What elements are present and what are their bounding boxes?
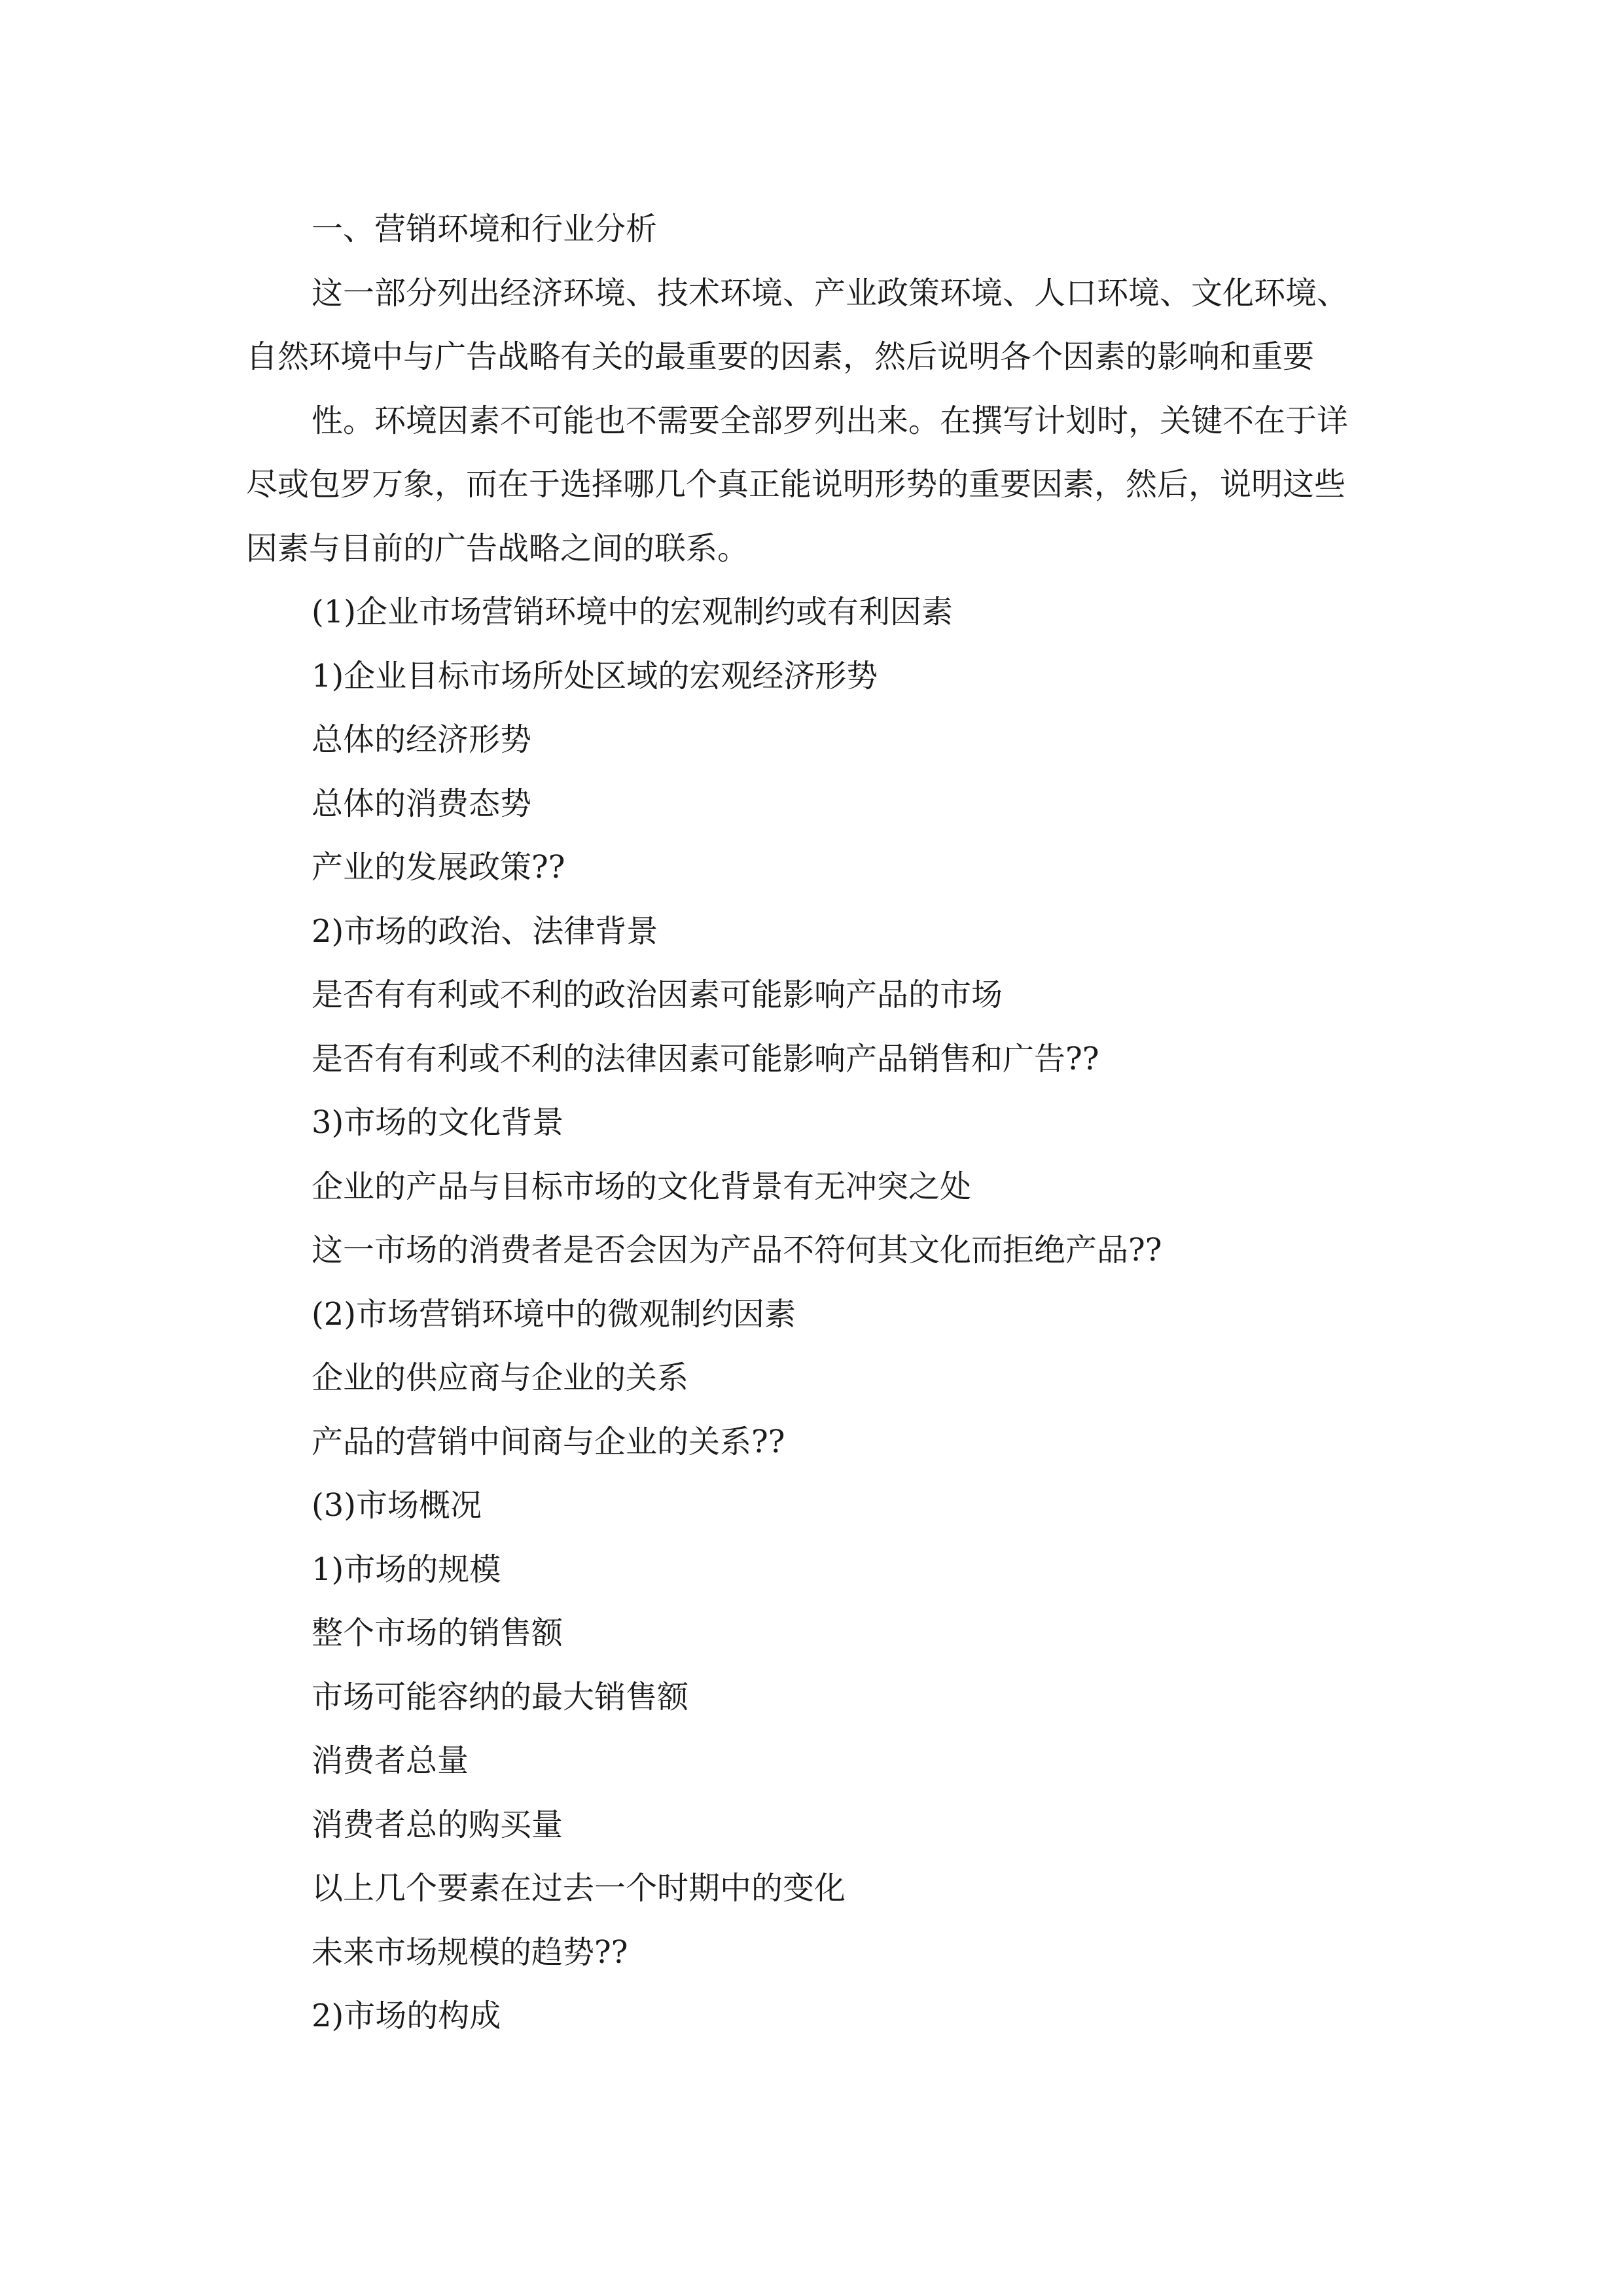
list-item: 企业的产品与目标市场的文化背景有无冲突之处: [312, 1168, 972, 1205]
list-item: 消费者总的购买量: [312, 1806, 563, 1843]
list-item: 产业的发展政策??: [312, 849, 565, 886]
subsection-heading: (2)市场营销环境中的微观制约因素: [312, 1295, 796, 1333]
list-item: 总体的消费态势: [312, 785, 532, 822]
document-body: [246, 198, 1411, 2049]
list-item: 企业的供应商与企业的关系: [312, 1359, 689, 1396]
list-heading: 1)市场的规模: [312, 1551, 501, 1588]
list-heading: 2)市场的构成: [312, 1998, 501, 2034]
subsection-heading: (1)企业市场营销环境中的宏观制约或有利因素: [312, 594, 953, 630]
paragraph-line: 这一部分列出经济环境、技术环境、产业政策环境、人口环境、文化环境、: [312, 274, 1349, 312]
list-heading: 2)市场的政治、法律背景: [312, 912, 658, 950]
list-item: 这一市场的消费者是否会因为产品不符何其文化而拒绝产品??: [312, 1232, 1162, 1268]
subsection-heading: (3)市场概况: [312, 1487, 482, 1524]
list-heading: 1)企业目标市场所处区域的宏观经济形势: [312, 657, 878, 694]
list-item: 以上几个要素在过去一个时期中的变化: [312, 1870, 846, 1907]
paragraph-line: 因素与目前的广告战略之间的联系。: [246, 529, 749, 567]
list-item: 总体的经济形势: [312, 721, 532, 758]
list-item: 整个市场的销售额: [312, 1615, 563, 1651]
list-item: 市场可能容纳的最大销售额: [312, 1678, 689, 1715]
paragraph-line: 性。环境因素不可能也不需要全部罗列出来。在撰写计划时，关键不在于详: [312, 402, 1349, 439]
list-item: 是否有有利或不利的法律因素可能影响产品销售和广告??: [312, 1040, 1099, 1077]
list-item: 消费者总量: [312, 1742, 469, 1779]
list-item: 是否有有利或不利的政治因素可能影响产品的市场: [312, 977, 1003, 1013]
paragraph-line: 自然环境中与广告战略有关的最重要的因素，然后说明各个因素的影响和重要: [246, 338, 1315, 375]
list-item: 产品的营销中间商与企业的关系??: [312, 1423, 785, 1460]
list-heading: 3)市场的文化背景: [312, 1104, 564, 1141]
section-heading: 一、营销环境和行业分析: [312, 211, 658, 247]
list-item: 未来市场规模的趋势??: [312, 1933, 628, 1971]
paragraph-line: 尽或包罗万象，而在于选择哪几个真正能说明形势的重要因素，然后，说明这些: [246, 466, 1346, 503]
